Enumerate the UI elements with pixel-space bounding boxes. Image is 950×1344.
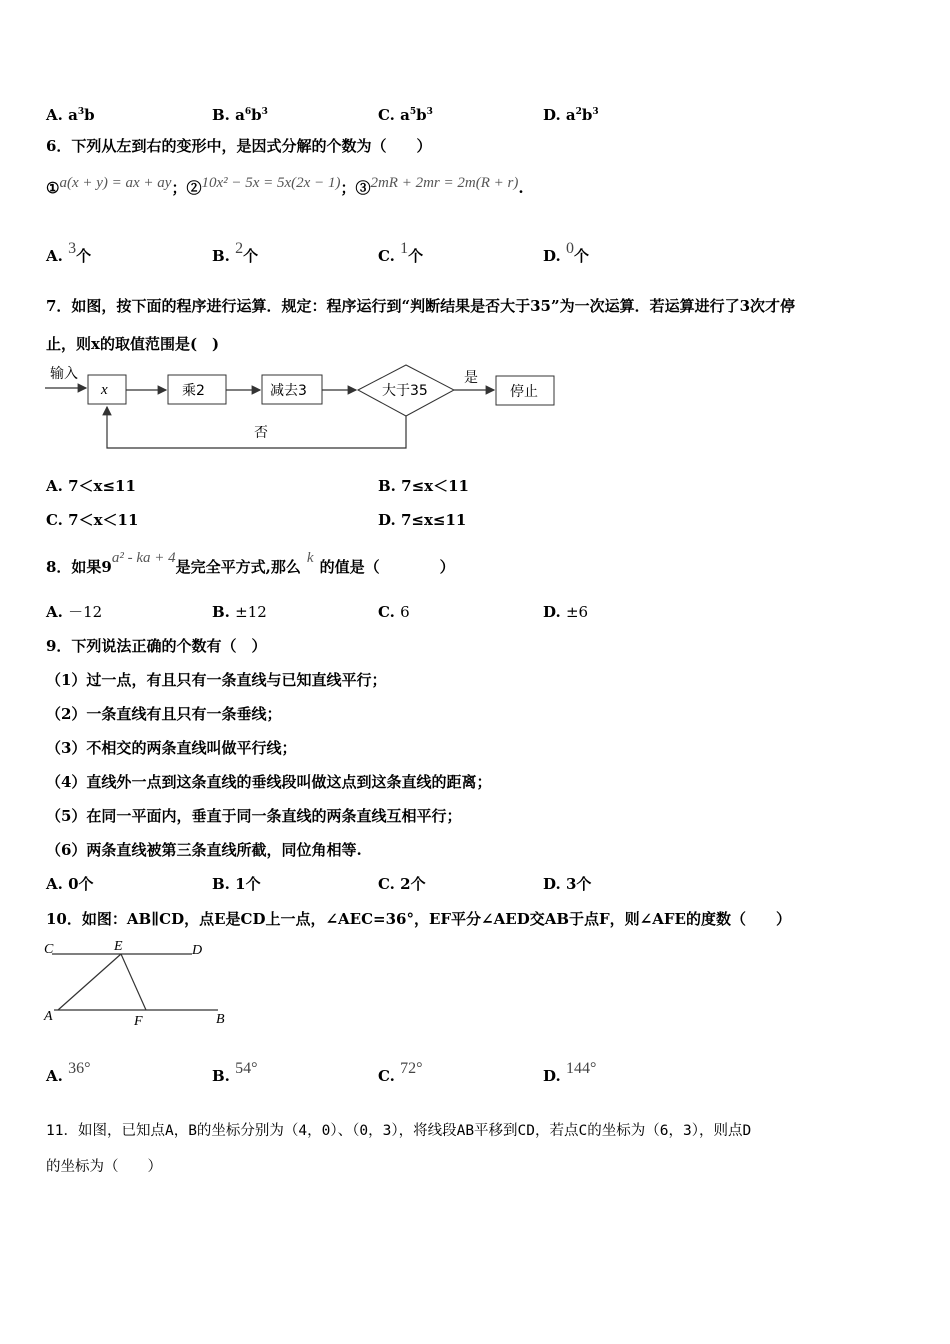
q8-option-d: D. ±6 [543, 603, 589, 621]
point-f-label: F [134, 1014, 143, 1029]
q6-expressions: ①a(x + y) = ax + ay；②10x² − 5x = 5x(2x − 1)；③2mR + 2mr = 2m(R + r). [46, 175, 524, 197]
q8-option-a: A. －12 [46, 603, 103, 621]
q5-option-a: A. $a^3b$ [46, 106, 95, 124]
q5-option-c: C. $a^5b^3$ [378, 106, 433, 124]
flow-mul-label: 乘2 [182, 383, 205, 399]
q6-option-b: B. 2个 [212, 240, 259, 265]
q9-option-a: A. 0个 [46, 875, 94, 893]
q9-item-1: （1）过一点，有且只有一条直线与已知直线平行； [46, 671, 387, 689]
q9-item-2: （2）一条直线有且只有一条垂线； [46, 705, 282, 723]
q5-option-b: B. $a^6b^3$ [212, 106, 268, 124]
q8-option-b: B. ±12 [212, 603, 267, 621]
flow-sub-label: 减去3 [270, 383, 307, 399]
q11-stem-line2: 的坐标为（ ） [46, 1159, 162, 1175]
flow-yes-label: 是 [464, 370, 478, 386]
q7-stem-line2: 止，则x的取值范围是( ) [46, 335, 220, 353]
q9-stem: 9．下列说法正确的个数有（ ） [46, 637, 267, 655]
q6-stem: 6．下列从左到右的变形中，是因式分解的个数为（ ） [46, 137, 432, 155]
q10-option-d: D. 144° [543, 1060, 597, 1085]
point-c-label: C [44, 942, 54, 957]
q9-item-6: （6）两条直线被第三条直线所截，同位角相等. [46, 841, 362, 859]
q8-option-c: C. 6 [378, 603, 410, 621]
flow-input-label: 输入 [50, 366, 78, 382]
q7-option-a: A. 7＜x≤11 [46, 477, 136, 495]
flow-no-label: 否 [254, 425, 268, 441]
q6-option-c: C. 1个 [378, 240, 424, 265]
q11-stem-line1: 11．如图，已知点A，B的坐标分别为（4，0）、（0，3），将线段AB平移到CD，若点C的坐标为（6，3），则点D [46, 1123, 752, 1139]
q9-item-3: （3）不相交的两条直线叫做平行线； [46, 739, 297, 757]
q6-option-a: A. 3个 [46, 240, 92, 265]
q7-option-b: B. 7≤x＜11 [378, 477, 469, 495]
q10-option-a: A. 36° [46, 1060, 91, 1085]
q10-option-c: C. 72° [378, 1060, 423, 1085]
q7-stem-line1: 7．如图，按下面的程序进行运算．规定：程序运行到“判断结果是否大于35”为一次运算．若运算进行了3次才停 [46, 297, 796, 315]
q5-option-d: D. $a^2b^3$ [543, 106, 599, 124]
q6-option-d: D. 0个 [543, 240, 589, 265]
q7-flowchart [40, 360, 570, 460]
q10-stem: 10．如图：AB∥CD，点E是CD上一点，∠AEC=36°，EF平分∠AED交AB于点F，则∠AFE的度数（ ） [46, 910, 791, 928]
q10-option-b: B. 54° [212, 1060, 258, 1085]
q9-item-5: （5）在同一平面内，垂直于同一条直线的两条直线互相平行； [46, 807, 462, 825]
point-d-label: D [192, 943, 203, 958]
q8-stem: 8．如果9a² - ka + 4是完全平方式,那么 k 的值是（ ） [46, 550, 455, 576]
q9-item-4: （4）直线外一点到这条直线的垂线段叫做这点到这条直线的距离； [46, 773, 492, 791]
q9-option-b: B. 1个 [212, 875, 261, 893]
flow-cond-label: 大于35 [382, 383, 428, 399]
q9-option-c: C. 2个 [378, 875, 426, 893]
point-b-label: B [216, 1012, 225, 1027]
point-e-label: E [114, 939, 123, 954]
q10-figure [40, 936, 240, 1032]
flow-stop-label: 停止 [510, 384, 538, 400]
q7-option-d: D. 7≤x≤11 [378, 511, 467, 529]
point-a-label: A [44, 1009, 53, 1024]
flow-x-label: x [101, 382, 108, 398]
q9-option-d: D. 3个 [543, 875, 592, 893]
q7-option-c: C. 7＜x＜11 [46, 511, 139, 529]
